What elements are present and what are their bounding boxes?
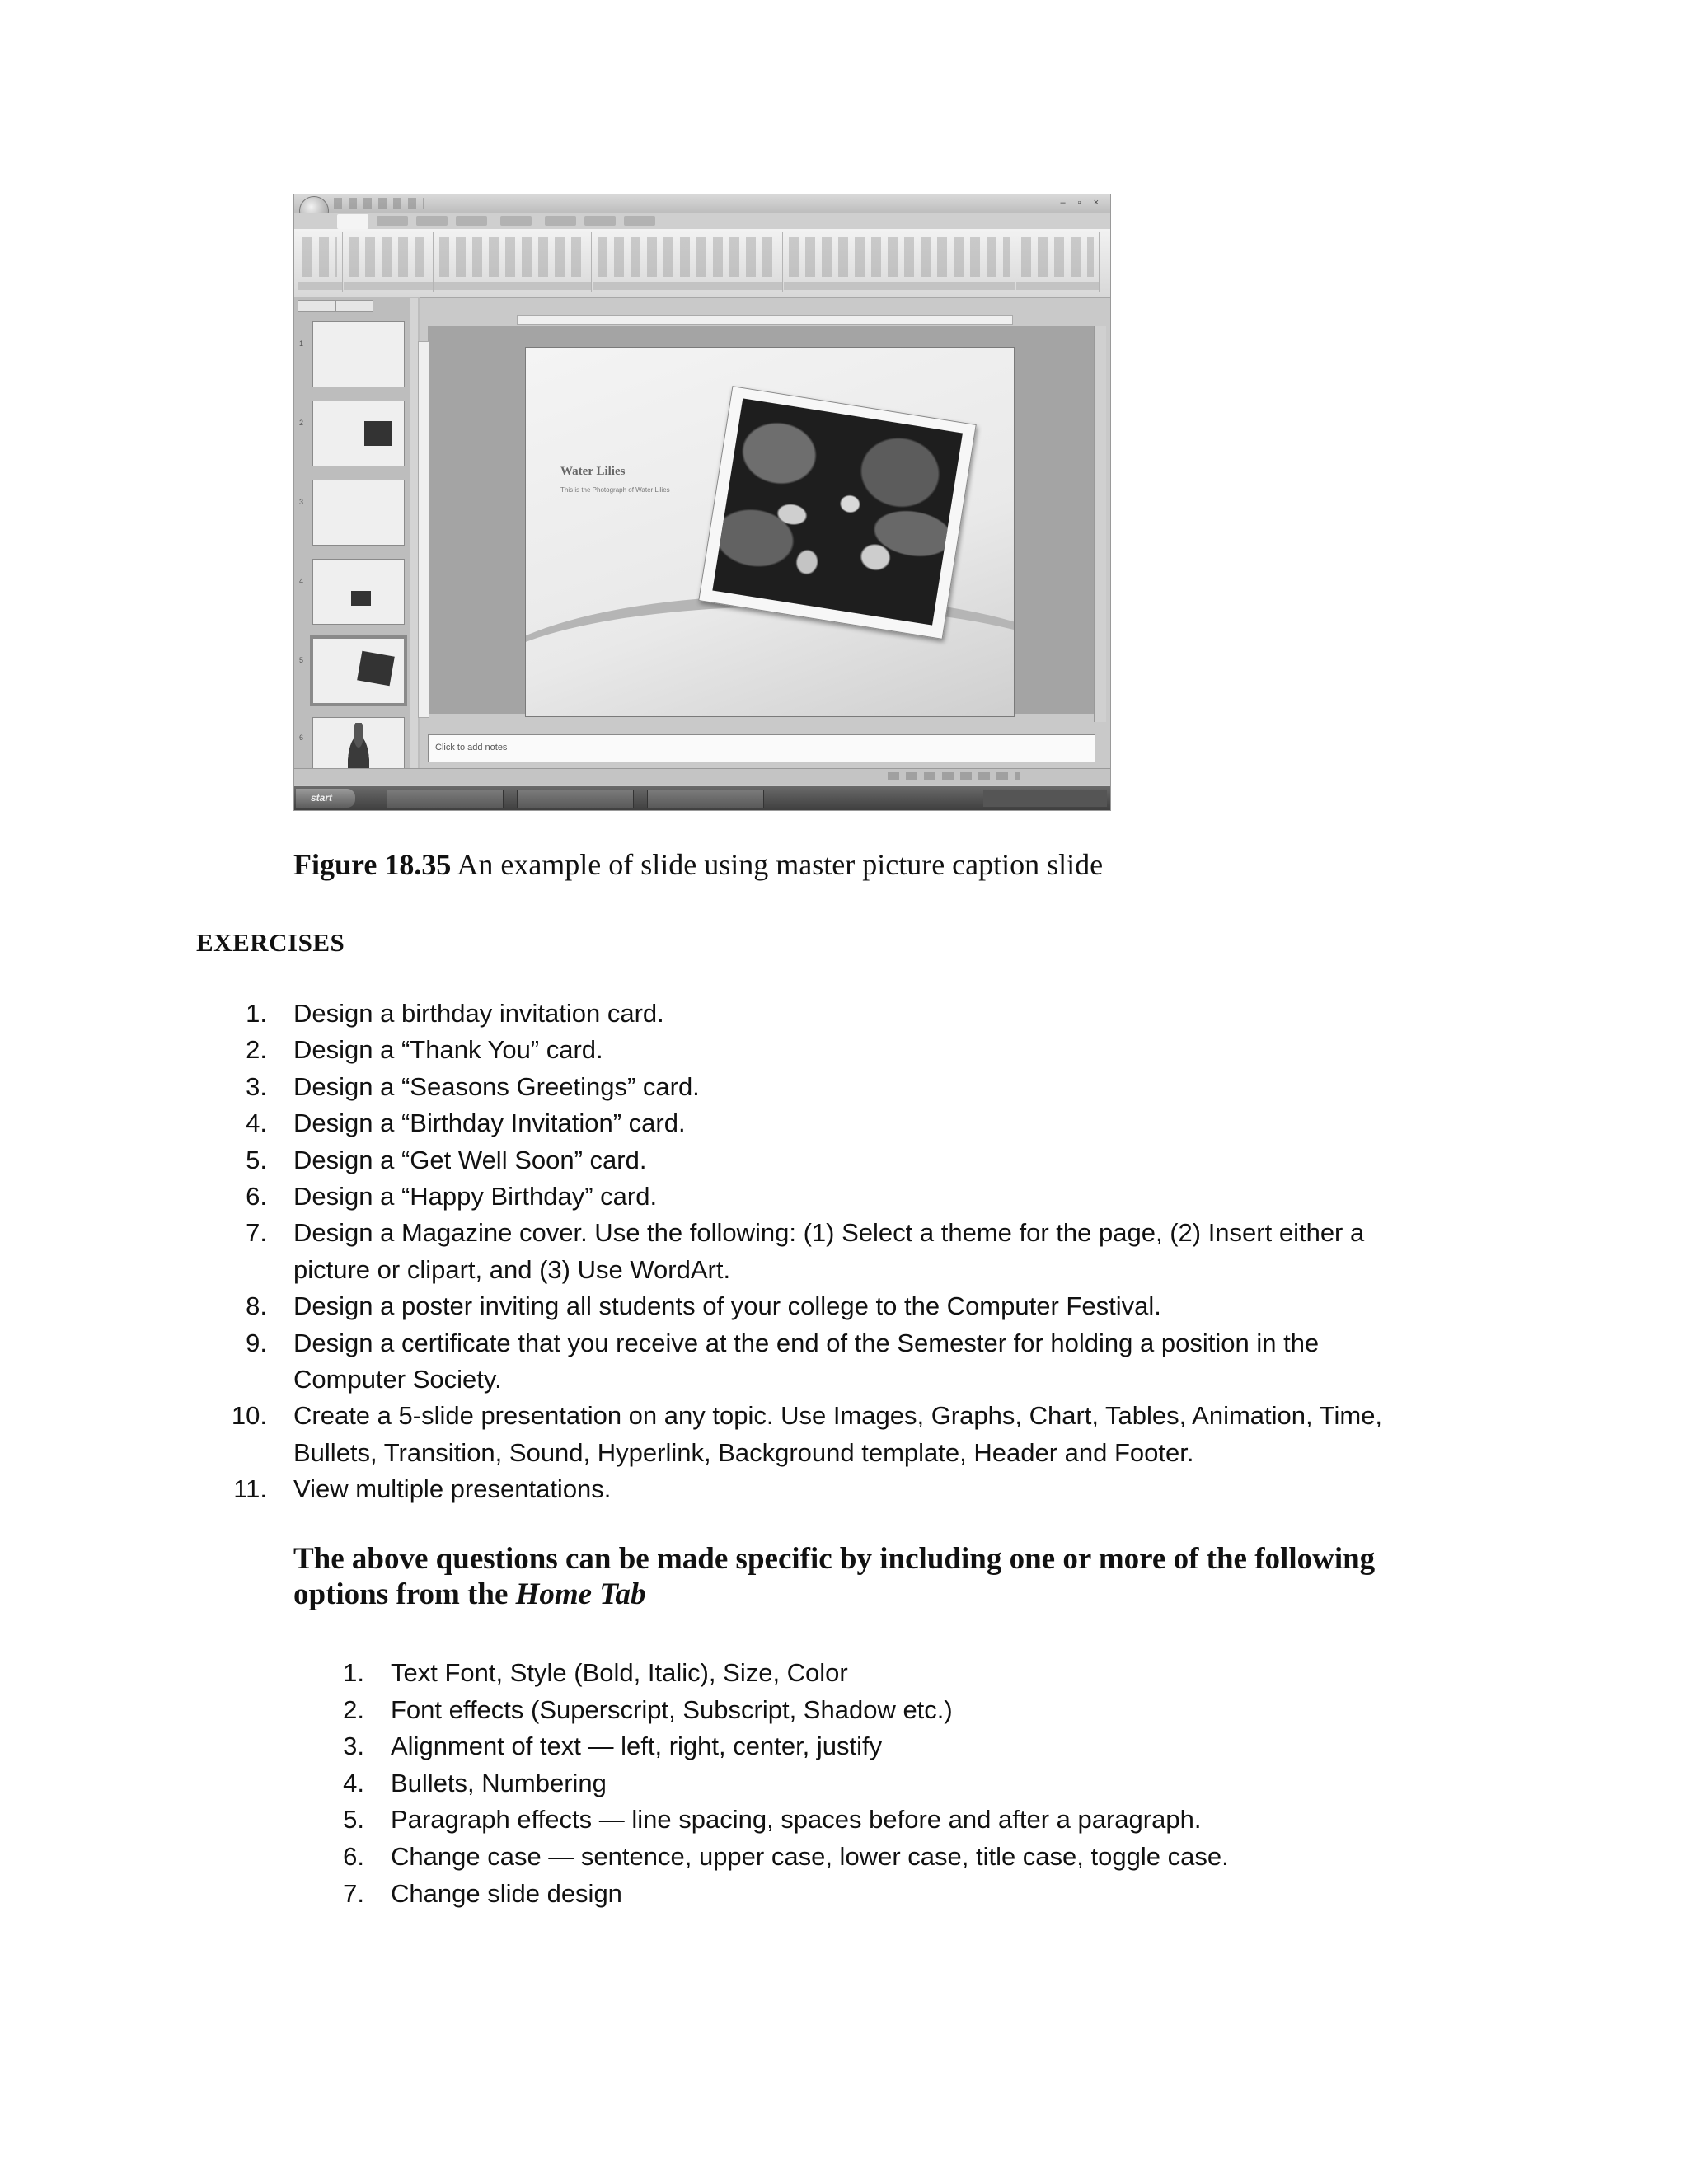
- taskbar-item: [517, 790, 634, 808]
- ribbon-tab: [545, 216, 576, 226]
- slides-panel: 1 2 3 4 5 6: [294, 297, 420, 785]
- option-item: 5. Paragraph effects — line spacing, spaces before and after a paragraph.: [343, 1805, 1202, 1835]
- ribbon-group-clipboard: [298, 232, 343, 292]
- ribbon-group-slides: [344, 232, 434, 292]
- slide-canvas: [525, 347, 1015, 717]
- home-tab-note: [293, 1541, 1464, 1612]
- ribbon-group-paragraph: [593, 232, 783, 292]
- water-lilies-photo: [698, 386, 977, 640]
- figure-label: Figure 18.35: [293, 848, 452, 881]
- exercise-item: 9. Design a certificate that you receive at the end of the Semester for holding a position in the Computer Society.: [246, 1328, 1320, 1394]
- window-titlebar: [294, 194, 1110, 213]
- panel-scrollbar: [410, 298, 418, 785]
- start-label: start: [311, 792, 333, 804]
- ribbon-tab: [584, 216, 616, 226]
- option-item: 7. Change slide design: [343, 1878, 622, 1908]
- windows-taskbar: [294, 786, 1110, 810]
- exercise-item: 10. Create a 5-slide presentation on any topic. Use Images, Graphs, Chart, Tables, Animation, Time, Bullets, Transition, Sound, Hyperlink, Background template, Header and Footer.: [231, 1401, 1383, 1467]
- ribbon-tab: [456, 216, 487, 226]
- editor-scrollbar: [1094, 326, 1106, 722]
- taskbar-item: [647, 790, 764, 808]
- option-item: 3. Alignment of text — left, right, center, justify: [343, 1732, 883, 1761]
- ribbon-group-font: [434, 232, 592, 292]
- photo-image: [712, 398, 963, 625]
- slide-thumbnail: [312, 480, 405, 546]
- zoom-controls: [888, 772, 1020, 780]
- exercises-heading: EXERCISES: [196, 928, 345, 957]
- note-text: The above questions can be made specific by including one or more of the following options from the: [293, 1542, 1376, 1611]
- exercise-item: 5. Design a “Get Well Soon” card.: [246, 1145, 647, 1174]
- exercise-item: 1. Design a birthday invitation card.: [246, 999, 664, 1028]
- slide-title: Water Lilies: [560, 465, 626, 478]
- outline-tab: [335, 300, 373, 312]
- notes-pane: [428, 734, 1095, 762]
- system-tray: [983, 790, 1107, 807]
- figure-caption: [293, 847, 1103, 882]
- option-item: 1. Text Font, Style (Bold, Italic), Size, Color: [343, 1658, 848, 1687]
- ribbon: [294, 229, 1110, 298]
- slide-subtitle: This is the Photograph of Water Lilies: [560, 486, 670, 494]
- start-button: [296, 789, 355, 808]
- exercise-item: 6. Design a “Happy Birthday” card.: [246, 1182, 658, 1212]
- status-bar: [294, 768, 1110, 785]
- exercise-item: 7. Design a Magazine cover. Use the following: (1) Select a theme for the page, (2) Insert either a picture or clipart, and (3) Use WordArt.: [246, 1218, 1365, 1284]
- ribbon-tab: [337, 214, 368, 229]
- notes-placeholder: Click to add notes: [435, 743, 508, 752]
- slide-thumbnail: [312, 401, 405, 466]
- option-item: 2. Font effects (Superscript, Subscript, Shadow etc.): [343, 1694, 953, 1724]
- ribbon-tabs: [294, 213, 1110, 229]
- slide-thumbnail-selected: [312, 638, 405, 704]
- quick-access-toolbar: [334, 198, 424, 209]
- ribbon-tab: [500, 216, 532, 226]
- ribbon-tab: [416, 216, 448, 226]
- ribbon-tab: [624, 216, 655, 226]
- exercise-item: 4. Design a “Birthday Invitation” card.: [246, 1108, 686, 1138]
- exercise-item: 3. Design a “Seasons Greetings” card.: [246, 1071, 700, 1101]
- options-list: [0, 1655, 1462, 1912]
- exercise-item: 2. Design a “Thank You” card.: [246, 1035, 603, 1065]
- ribbon-group-editing: [1016, 232, 1100, 292]
- ribbon-tab: [377, 216, 408, 226]
- slides-tab: [298, 300, 335, 312]
- vertical-ruler: [418, 341, 429, 718]
- slide-thumbnail: [312, 559, 405, 625]
- figure-caption-text: An example of slide using master picture caption slide: [457, 848, 1104, 881]
- exercise-item: 8. Design a poster inviting all students of your college to the Computer Festival.: [246, 1291, 1161, 1321]
- option-item: 6. Change case — sentence, upper case, lower case, title case, toggle case.: [343, 1841, 1229, 1871]
- exercise-list: [0, 996, 1447, 1508]
- window-controls: – ▫ ×: [1060, 198, 1104, 208]
- option-item: 4. Bullets, Numbering: [343, 1768, 607, 1797]
- horizontal-ruler: [517, 315, 1013, 325]
- note-emphasis: Home Tab: [515, 1577, 646, 1611]
- slide-thumbnail: [312, 321, 405, 387]
- powerpoint-screenshot: [293, 194, 1111, 811]
- ribbon-group-drawing: [784, 232, 1015, 292]
- exercise-item: 11. View multiple presentations.: [233, 1474, 612, 1504]
- taskbar-item: [387, 790, 504, 808]
